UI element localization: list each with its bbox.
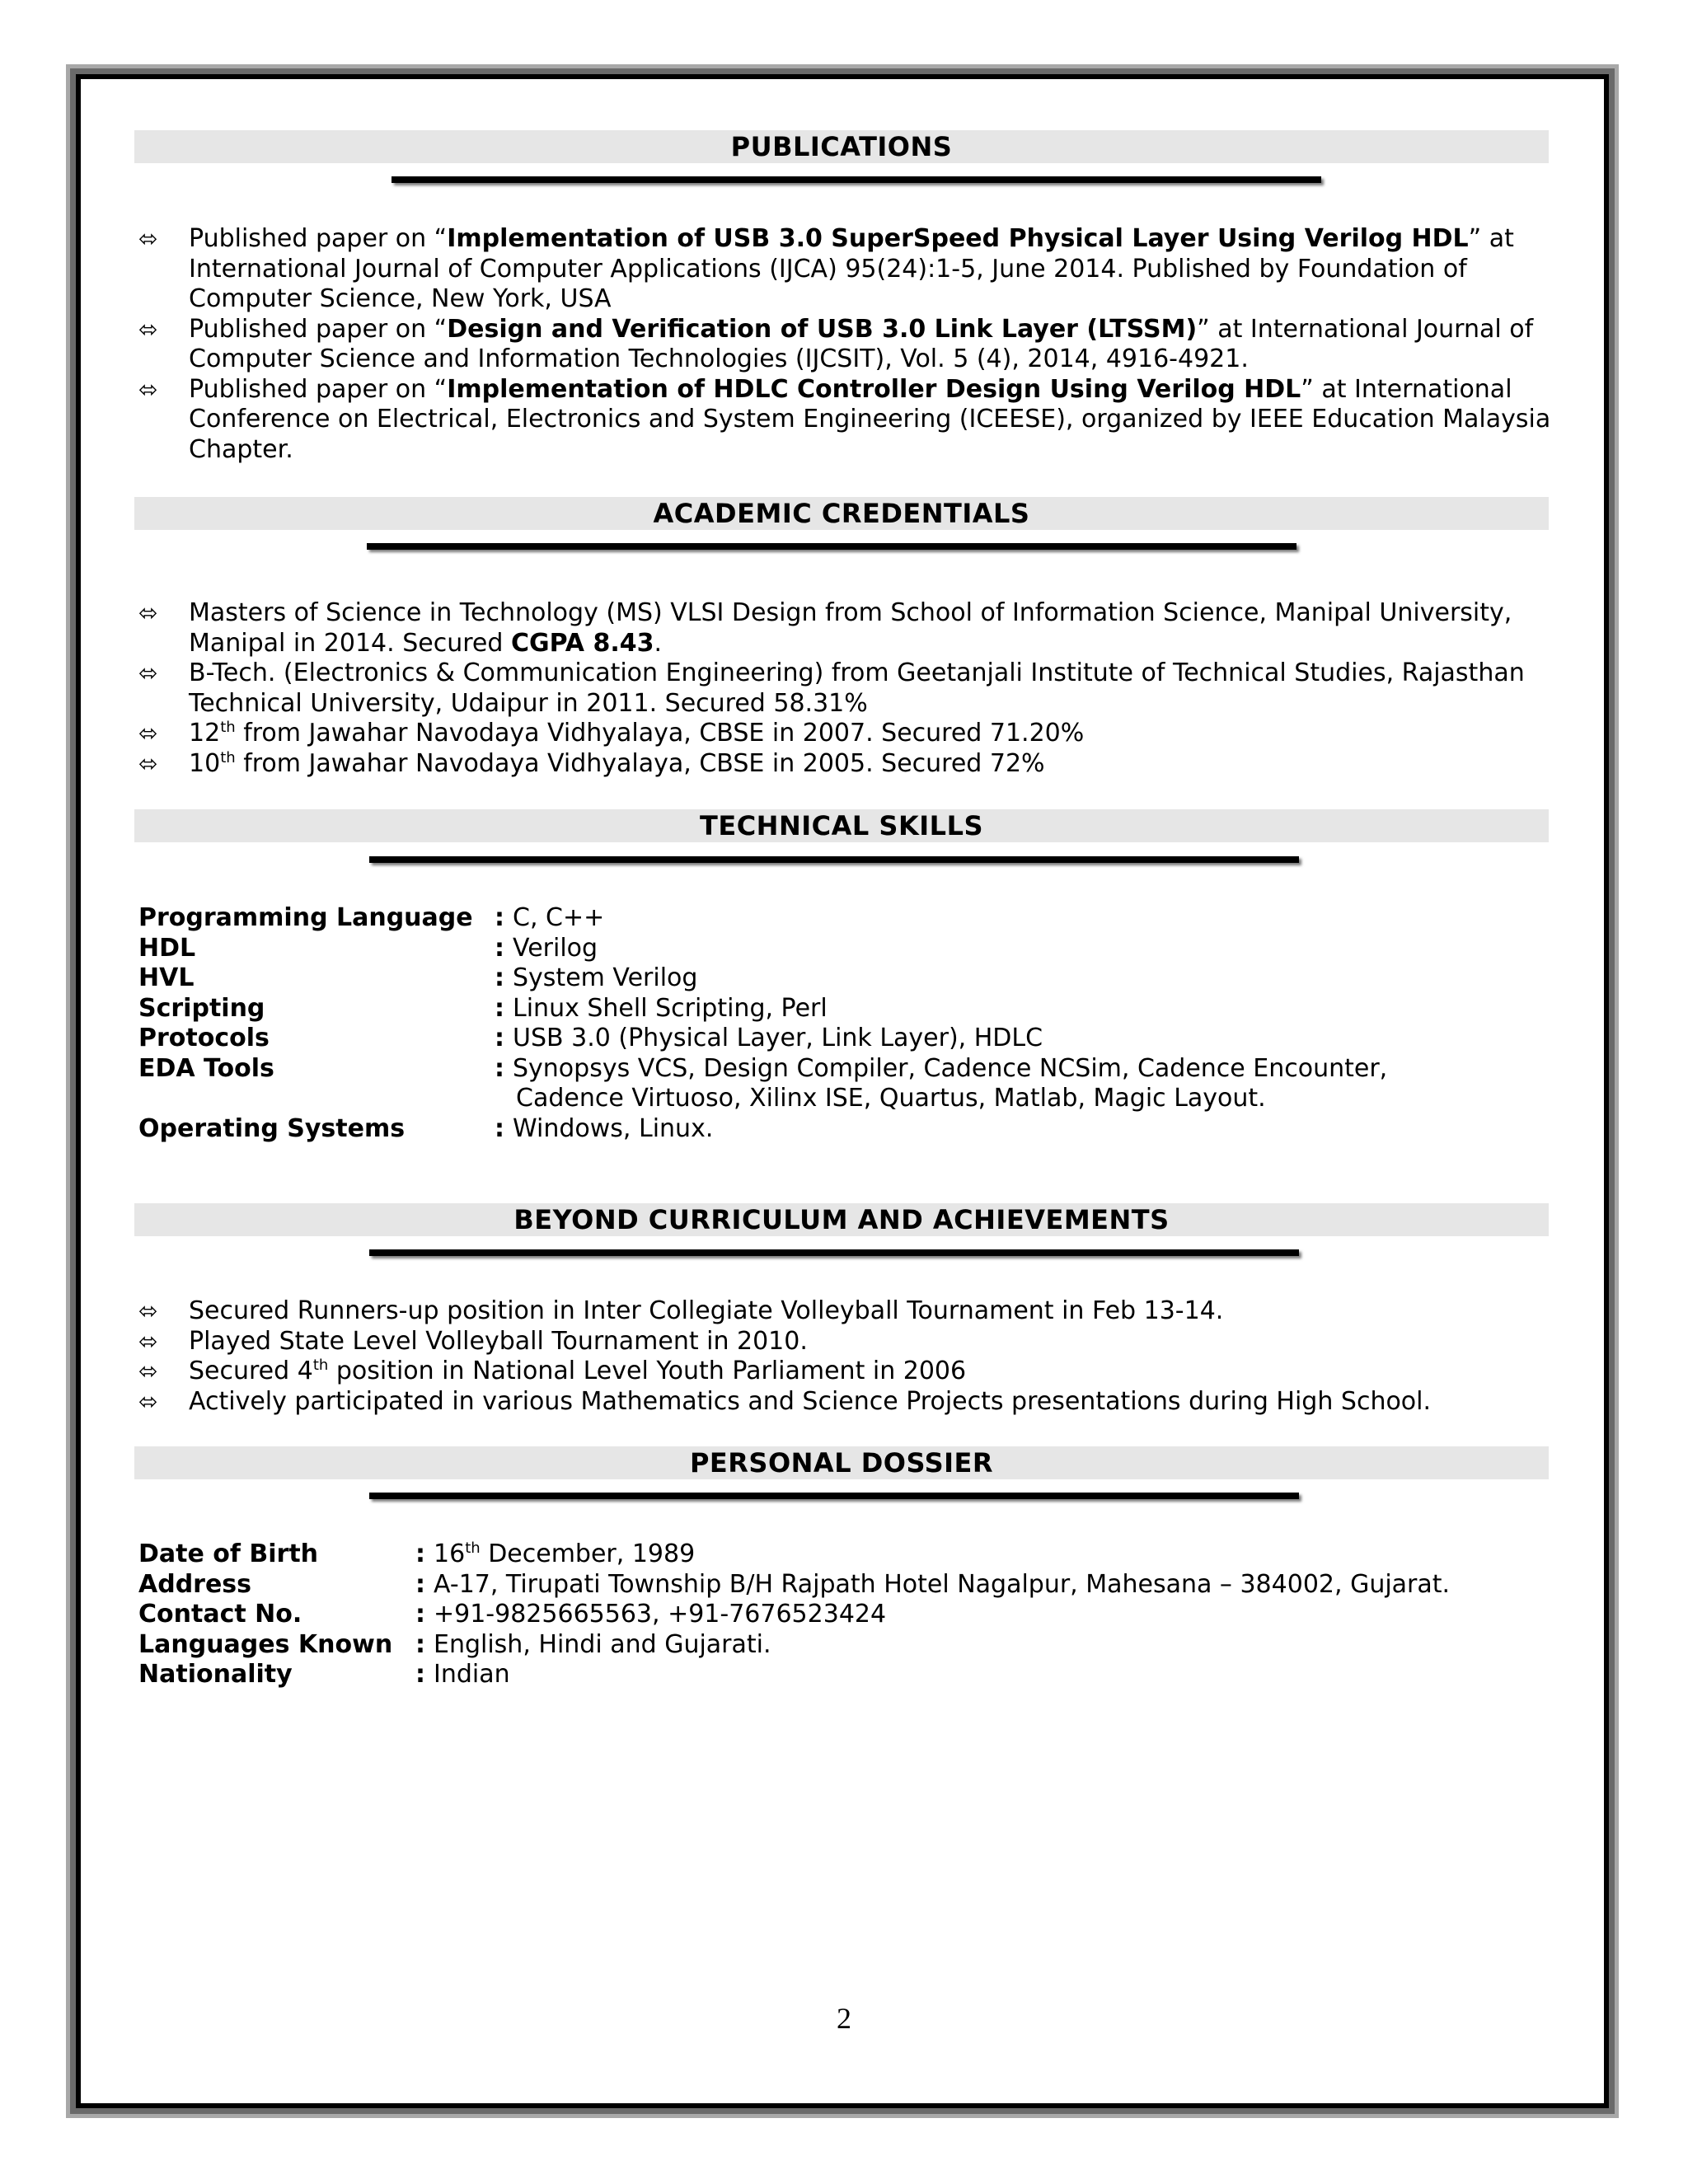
achievement-text: Secured 4: [189, 1357, 313, 1385]
skill-label: Programming Language: [138, 903, 473, 932]
double-arrow-icon: ⬄: [138, 1327, 158, 1355]
skill-row: [138, 1054, 1573, 1114]
academic-text: from Jawahar Navodaya Vidhyalaya, CBSE in 2007. Secured 71.20%: [235, 719, 1085, 748]
colon-separator: :: [495, 1053, 504, 1083]
achievements-list: [138, 1296, 1556, 1417]
personal-row: [138, 1570, 1573, 1601]
skill-value-line: Cadence Virtuoso, Xilinx ISE, Quartus, Matlab, Magic Layout.: [516, 1084, 1266, 1113]
skill-value: [513, 1054, 1573, 1114]
publication-venue: ” at International Journal of Computer Science and Information Technologies (IJCSIT), Vol. 5 (4), 2014, 4916-4921.: [189, 314, 1534, 373]
academic-text-end: .: [654, 628, 663, 658]
achievement-text: Secured Runners-up position in Inter Collegiate Volleyball Tournament in Feb 13-14.: [189, 1296, 1224, 1325]
skill-row: [138, 963, 1573, 994]
personal-value: A-17, Tirupati Township B/H Rajpath Hotel Nagalpur, Mahesana – 384002, Gujarat.: [434, 1569, 1451, 1599]
academic-rule: [367, 543, 1296, 550]
publication-venue: ” at International Journal of Computer Applications (IJCA) 95(24):1-5, June 2014. Published by Foundation of Computer Science, New York, USA: [189, 224, 1514, 313]
personal-label: Languages Known: [138, 1629, 393, 1659]
personal-label: Date of Birth: [138, 1540, 319, 1568]
personal-rule: [369, 1493, 1299, 1499]
achievement-item: [138, 1357, 1556, 1387]
skill-row: [138, 934, 1573, 964]
skill-value: USB 3.0 (Physical Layer, Link Layer), HDLC: [513, 1024, 1043, 1052]
skill-row: [138, 1114, 1573, 1145]
achievement-item: [138, 1387, 1556, 1418]
academic-item: [138, 598, 1556, 658]
publication-item: [138, 375, 1556, 466]
ordinal-suffix: th: [465, 1540, 481, 1557]
academic-grade-level: 10: [189, 748, 221, 778]
personal-value: +91-9825665563, +91-7676523424: [434, 1600, 887, 1629]
skill-label: HVL: [138, 963, 195, 992]
academic-item: [138, 749, 1556, 780]
double-arrow-icon: ⬄: [138, 225, 158, 252]
publication-item: [138, 224, 1556, 315]
personal-heading: PERSONAL DOSSIER: [134, 1446, 1549, 1479]
skill-label: Protocols: [138, 1024, 270, 1052]
colon-separator: :: [415, 1569, 425, 1599]
academic-text: from Jawahar Navodaya Vidhyalaya, CBSE in 2005. Secured 72%: [235, 748, 1045, 778]
skill-label: HDL: [138, 933, 196, 963]
colon-separator: :: [495, 1024, 504, 1052]
publication-venue: ” at International Conference on Electrical, Electronics and System Engineering (ICEESE), organized by IEEE Education Malaysia Chapter.: [189, 374, 1551, 464]
ordinal-suffix: th: [312, 1357, 329, 1374]
academic-text: B-Tech. (Electronics & Communication Engineering) from Geetanjali Institute of Technical Studies, Rajasthan Technical University, Udaipur in 2011. Secured 58.31%: [189, 658, 1525, 718]
publication-text: Published paper on “: [189, 374, 448, 404]
academic-text: Masters of Science in Technology (MS) VLSI Design from School of Information Science, Manipal University, Manipal in 2014. Secured: [189, 598, 1512, 658]
double-arrow-icon: ⬄: [138, 1387, 158, 1415]
skills-rule: [369, 856, 1299, 863]
birth-month-year: December, 1989: [480, 1540, 696, 1568]
academic-item: [138, 719, 1556, 749]
ordinal-suffix: th: [220, 748, 236, 766]
double-arrow-icon: ⬄: [138, 659, 158, 687]
skill-value: System Verilog: [513, 963, 698, 992]
colon-separator: :: [495, 993, 504, 1023]
academic-list: [138, 598, 1556, 779]
colon-separator: :: [495, 1113, 504, 1143]
colon-separator: :: [415, 1629, 425, 1659]
double-arrow-icon: ⬄: [138, 719, 158, 747]
skill-value: Linux Shell Scripting, Perl: [513, 993, 828, 1023]
skill-row: [138, 1024, 1573, 1054]
personal-value: Indian: [434, 1660, 510, 1689]
skill-value: Verilog: [513, 933, 598, 963]
achievement-text: Played State Level Volleyball Tournament in 2010.: [189, 1326, 808, 1356]
academic-grade-level: 12: [189, 719, 221, 748]
double-arrow-icon: ⬄: [138, 1297, 158, 1324]
personal-label: Nationality: [138, 1660, 293, 1689]
personal-row: [138, 1660, 1573, 1690]
skills-heading: TECHNICAL SKILLS: [134, 809, 1549, 842]
beyond-heading: BEYOND CURRICULUM AND ACHIEVEMENTS: [134, 1203, 1549, 1236]
double-arrow-icon: ⬄: [138, 599, 158, 626]
skill-label: Scripting: [138, 993, 265, 1023]
colon-separator: :: [415, 1660, 425, 1689]
double-arrow-icon: ⬄: [138, 375, 158, 403]
double-arrow-icon: ⬄: [138, 1357, 158, 1385]
achievement-item: [138, 1327, 1556, 1357]
double-arrow-icon: ⬄: [138, 749, 158, 777]
achievement-item: [138, 1296, 1556, 1327]
personal-value: [434, 1540, 1573, 1570]
colon-separator: :: [495, 933, 504, 963]
publications-heading: PUBLICATIONS: [134, 130, 1549, 163]
publication-title: Implementation of HDLC Controller Design Using Verilog HDL: [447, 374, 1301, 404]
personal-label: Contact No.: [138, 1600, 302, 1629]
skills-table: [138, 903, 1573, 1144]
personal-row: [138, 1630, 1573, 1661]
personal-row: [138, 1540, 1573, 1570]
beyond-rule: [369, 1249, 1299, 1256]
academic-heading: ACADEMIC CREDENTIALS: [134, 497, 1549, 530]
academic-item: [138, 658, 1556, 719]
skill-value-line: Synopsys VCS, Design Compiler, Cadence NCSim, Cadence Encounter,: [513, 1053, 1388, 1083]
skill-value: Windows, Linux.: [513, 1113, 714, 1143]
publications-rule: [392, 176, 1321, 183]
achievement-text: Actively participated in various Mathematics and Science Projects presentations during High School.: [189, 1386, 1432, 1416]
personal-table: [138, 1540, 1573, 1690]
skill-row: [138, 994, 1573, 1024]
personal-row: [138, 1600, 1573, 1630]
publication-title: Design and Verification of USB 3.0 Link Layer (LTSSM): [447, 314, 1198, 344]
publication-title: Implementation of USB 3.0 SuperSpeed Physical Layer Using Verilog HDL: [447, 224, 1469, 253]
colon-separator: :: [495, 963, 504, 992]
skill-label: EDA Tools: [138, 1053, 274, 1083]
publications-list: [138, 224, 1556, 465]
colon-separator: :: [415, 1600, 425, 1629]
skill-value: C, C++: [513, 903, 605, 932]
personal-value: English, Hindi and Gujarati.: [434, 1629, 771, 1659]
birth-day: 16: [434, 1540, 466, 1568]
publication-text: Published paper on “: [189, 224, 448, 253]
publication-text: Published paper on “: [189, 314, 448, 344]
academic-grade: CGPA 8.43: [510, 628, 654, 658]
skill-row: [138, 903, 1573, 934]
publication-item: [138, 315, 1556, 375]
skill-label: Operating Systems: [138, 1113, 406, 1143]
achievement-text-end: position in National Level Youth Parliament in 2006: [328, 1357, 967, 1385]
ordinal-suffix: th: [220, 719, 236, 736]
colon-separator: :: [415, 1540, 425, 1568]
colon-separator: :: [495, 903, 504, 932]
page-number: 2: [837, 2002, 851, 2035]
personal-label: Address: [138, 1569, 252, 1599]
double-arrow-icon: ⬄: [138, 315, 158, 343]
